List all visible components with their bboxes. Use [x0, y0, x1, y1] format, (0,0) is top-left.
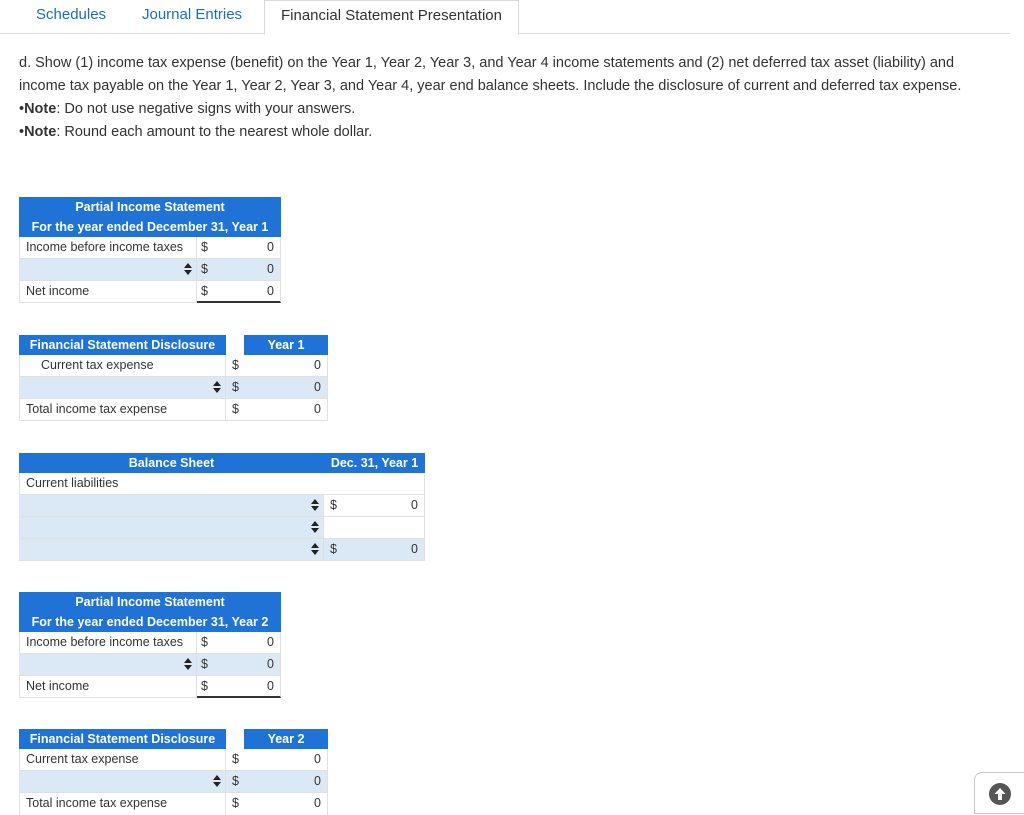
balance-sheet-year1 — [19, 453, 425, 563]
account-select[interactable] — [19, 517, 324, 539]
table-header — [19, 335, 226, 355]
table-row — [19, 517, 425, 539]
currency-symbol: $ — [197, 259, 217, 281]
currency-symbol: $ — [324, 539, 346, 561]
column-header-label: Year 2 — [267, 732, 305, 746]
up-down-arrows-icon — [213, 382, 221, 393]
row-label: Income before income taxes — [19, 632, 197, 654]
income-statement-year1 — [19, 197, 282, 307]
table-row — [19, 632, 281, 654]
amount-input[interactable]: 0 — [248, 355, 328, 377]
account-select[interactable] — [19, 771, 226, 793]
tab-schedules[interactable]: Schedules — [36, 6, 107, 23]
currency-symbol: $ — [324, 495, 346, 517]
currency-symbol: $ — [197, 237, 217, 259]
currency-symbol: $ — [226, 399, 248, 421]
note-negative-signs: •Note: Do not use negative signs with your answers. — [19, 101, 356, 117]
currency-symbol: $ — [226, 771, 248, 793]
amount-input[interactable]: 0 — [217, 259, 281, 281]
note-text: : Do not use negative signs with your answers. — [56, 101, 356, 117]
amount-input[interactable]: 0 — [217, 632, 281, 654]
currency-symbol: $ — [197, 676, 217, 698]
amount-input[interactable]: 0 — [217, 676, 281, 698]
currency-symbol: $ — [226, 377, 248, 399]
note-label: Note — [24, 124, 57, 140]
amount-input[interactable]: 0 — [248, 793, 328, 815]
income-statement-year2 — [19, 592, 282, 702]
up-down-arrows-icon — [311, 500, 319, 511]
table-title: Partial Income Statement — [75, 200, 225, 214]
table-title: Financial Statement Disclosure — [29, 732, 216, 746]
row-label: Income before income taxes — [19, 237, 197, 259]
table-row — [19, 377, 328, 399]
table-row — [19, 793, 328, 815]
note-text: : Round each amount to the nearest whole dollar. — [56, 124, 373, 140]
table-row — [19, 473, 425, 495]
table-title: Balance Sheet — [128, 456, 215, 470]
table-row — [19, 399, 328, 421]
tab-financial-statement-presentation[interactable]: Financial Statement Presentation — [264, 0, 519, 35]
table-subtitle: For the year ended December 31, Year 1 — [31, 220, 269, 234]
row-label: Current tax expense — [19, 749, 226, 771]
table-header — [19, 453, 324, 473]
row-label: Total income tax expense — [19, 399, 226, 421]
table-row — [19, 676, 281, 698]
column-header-label: Dec. 31, Year 1 — [330, 456, 419, 470]
disclosure-year2 — [19, 729, 329, 813]
tab-journal-entries[interactable]: Journal Entries — [142, 6, 243, 23]
instruction-text: d. Show (1) income tax expense (benefit) on the Year 1, Year 2, Year 3, and Year 4 income statements and (2) net deferred tax asset (liability) and income tax payable on the Year 1, Year 2, Year 3, and Year 4, year end balance sheets. Include the disclosure of current and deferred tax expense. — [19, 55, 962, 94]
currency-symbol: $ — [226, 355, 248, 377]
currency-symbol: $ — [232, 796, 239, 810]
row-label: Current tax expense — [19, 355, 226, 377]
currency-symbol: $ — [226, 749, 248, 771]
row-label: Net income — [19, 281, 197, 303]
table-row — [19, 539, 425, 561]
table-row — [19, 654, 281, 676]
currency-symbol: $ — [197, 281, 217, 303]
table-header — [19, 729, 226, 749]
table-row — [19, 259, 281, 281]
scroll-top-button[interactable] — [974, 772, 1024, 814]
amount-input[interactable]: 0 — [346, 539, 425, 561]
amount-input[interactable]: 0 — [248, 771, 328, 793]
account-select[interactable] — [19, 539, 324, 561]
up-down-arrows-icon — [184, 264, 192, 275]
account-select[interactable] — [19, 654, 197, 676]
note-rounding: •Note: Round each amount to the nearest whole dollar. — [19, 124, 373, 140]
table-title: Financial Statement Disclosure — [29, 338, 216, 352]
amount-input[interactable] — [324, 517, 425, 539]
row-label: Current liabilities — [19, 473, 324, 495]
table-row — [19, 495, 425, 517]
account-select[interactable] — [19, 495, 324, 517]
column-header — [324, 453, 425, 473]
column-header — [244, 729, 328, 749]
account-select[interactable] — [19, 377, 226, 399]
row-label: Total income tax expense — [19, 793, 226, 815]
tab-bar — [0, 0, 1010, 34]
amount-input[interactable]: 0 — [217, 281, 281, 303]
empty-cell — [324, 473, 425, 495]
note-label: Note — [24, 101, 57, 117]
instructions — [19, 52, 1004, 144]
arrow-up-circle-icon — [988, 782, 1012, 806]
up-down-arrows-icon — [184, 659, 192, 670]
column-header-label: Year 1 — [267, 338, 305, 352]
amount-input[interactable]: 0 — [248, 399, 328, 421]
amount-input[interactable]: 0 — [217, 654, 281, 676]
up-down-arrows-icon — [311, 522, 319, 533]
table-row — [19, 237, 281, 259]
amount-input[interactable]: 0 — [248, 749, 328, 771]
amount-input[interactable]: 0 — [217, 237, 281, 259]
up-down-arrows-icon — [213, 776, 221, 787]
table-subtitle: For the year ended December 31, Year 2 — [31, 615, 269, 629]
currency-symbol: $ — [197, 654, 217, 676]
table-row — [19, 749, 328, 771]
amount-input[interactable]: 0 — [346, 495, 425, 517]
table-row — [19, 771, 328, 793]
currency-symbol: $ — [197, 632, 217, 654]
row-label: Net income — [19, 676, 197, 698]
table-row — [19, 355, 328, 377]
amount-input[interactable]: 0 — [248, 377, 328, 399]
account-select[interactable] — [19, 259, 197, 281]
up-down-arrows-icon — [311, 544, 319, 555]
table-header — [19, 592, 281, 632]
disclosure-year1 — [19, 335, 321, 425]
table-header — [19, 197, 281, 237]
column-header — [244, 335, 328, 355]
table-title: Partial Income Statement — [75, 595, 225, 609]
table-row — [19, 281, 281, 303]
